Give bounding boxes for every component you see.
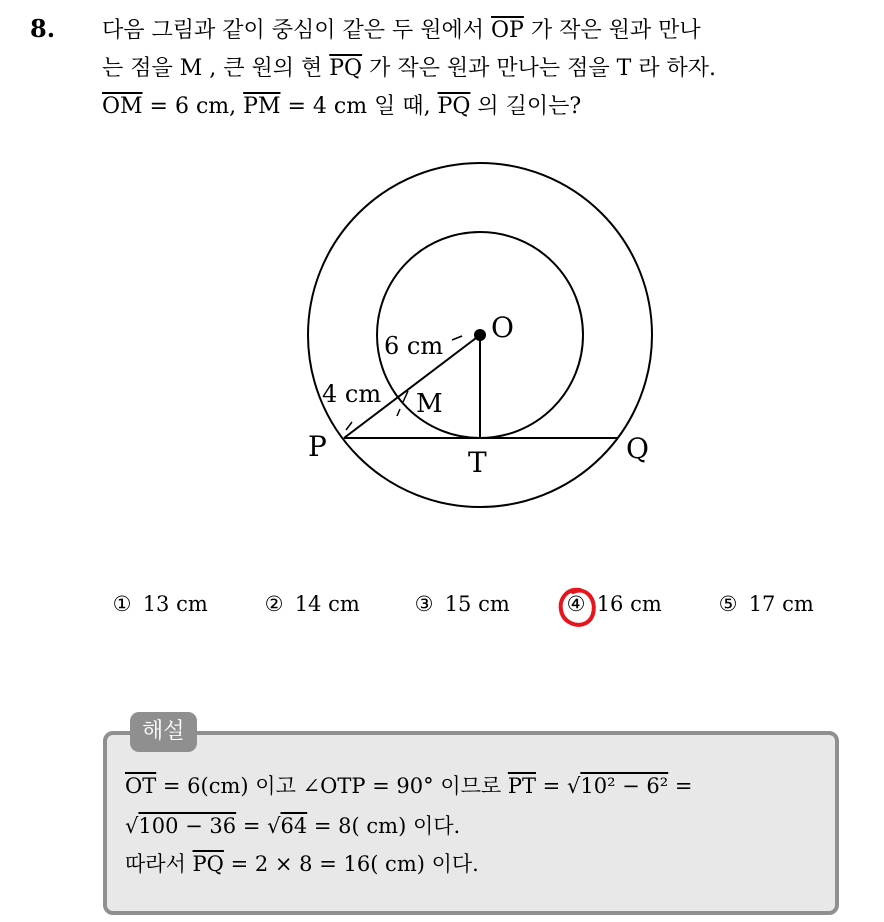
segment-om: $\overline{OM}$ [102, 94, 143, 119]
question-text [102, 12, 872, 126]
segment-ot: $\overline{OT}$ [125, 774, 157, 798]
choice-5-text: 17 cm [748, 592, 814, 616]
question-line-1: 다음 그림과 같이 중심이 같은 두 원에서 $\overline{OP}$ 가 작은 원과 만나 [102, 18, 701, 43]
choice-2-mark: ② [264, 592, 284, 616]
label-m: M [416, 389, 443, 419]
choice-1-text: 13 cm [142, 592, 208, 616]
sqrt-3: √64 [267, 814, 308, 838]
choice-4[interactable] [562, 592, 662, 616]
choice-3[interactable] [410, 592, 510, 616]
choice-2[interactable] [260, 592, 360, 616]
answer-choices [108, 592, 848, 632]
solution-line-1: $\overline{OT} = 6(cm)$ 이고 ∠OTP = 90° 이므로 $\overline{PT} = √10^2 - 6^2$ = [125, 774, 693, 798]
label-t: T [468, 446, 487, 479]
question-line-3: $\overline{OM} = 6$ cm, $\overline{PM} = 4$ cm 일 때, $\overline{PQ}$ 의 길이는? [102, 94, 582, 119]
choice-1-mark: ① [112, 592, 132, 616]
solution-line-2: √100 − 36 = √64 = 8( cm) 이다. [125, 814, 461, 838]
segment-pq-3: $\overline{PQ}$ [192, 852, 224, 876]
brace-6cm-top [452, 336, 462, 340]
label-q: Q [626, 432, 649, 465]
sqrt-1: √10² − 6² [566, 774, 669, 798]
concentric-circles-figure [300, 160, 680, 520]
brace-4cm [346, 422, 352, 430]
choice-4-mark: ④ [562, 592, 590, 616]
choice-3-text: 15 cm [444, 592, 510, 616]
segment-pt: $\overline{PT}$ [507, 774, 536, 798]
label-6cm: 6 cm [384, 332, 444, 360]
answer-circle-mark [558, 586, 598, 630]
segment-pq: $\overline{PQ}$ [329, 56, 363, 81]
segment-pq-2: $\overline{PQ}$ [437, 94, 471, 119]
question-line-2: 는 점을 M , 큰 원의 현 $\overline{PQ}$ 가 작은 원과 만나는 점을 T 라 하자. [102, 56, 716, 81]
choice-1[interactable] [108, 592, 208, 616]
question-number: 8. [30, 14, 56, 43]
label-p: P [308, 430, 327, 463]
solution-line-3: 따라서 $\overline{PQ} = 2 \times 8 = 16$( cm) 이다. [125, 852, 479, 876]
choice-5-mark: ⑤ [718, 592, 738, 616]
center-point [474, 329, 486, 341]
choice-2-text: 14 cm [294, 592, 360, 616]
segment-pm: $\overline{PM}$ [243, 94, 281, 119]
segment-op: $\overline{OP}$ [491, 18, 524, 43]
solution-tag: 해설 [130, 712, 197, 752]
choice-3-mark: ③ [414, 592, 434, 616]
choice-4-text: 16 cm [596, 592, 662, 616]
label-4cm: 4 cm [322, 380, 382, 408]
sqrt-2: √100 − 36 [125, 814, 237, 838]
choice-5[interactable] [714, 592, 814, 616]
label-o: O [491, 311, 514, 344]
